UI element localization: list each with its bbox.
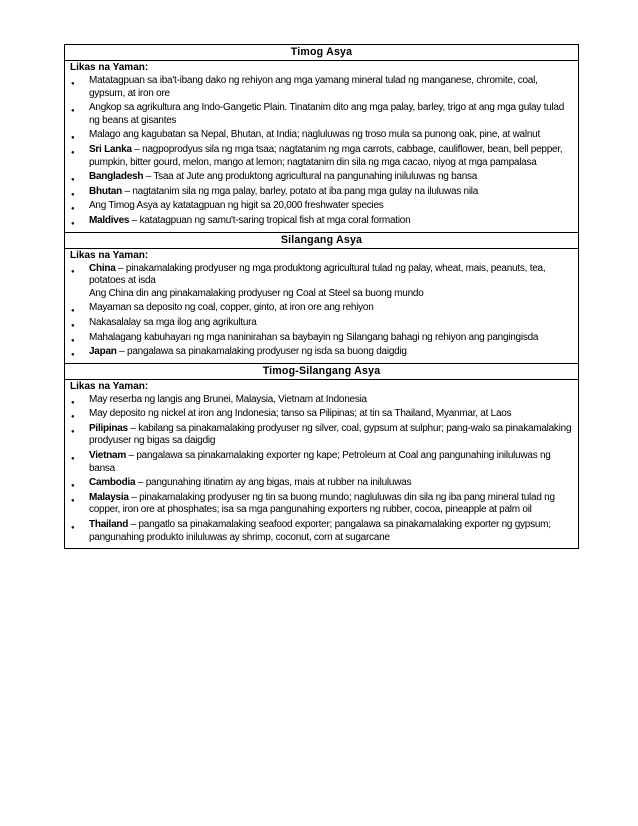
bullet-icon: ● xyxy=(71,497,75,504)
list-item xyxy=(70,477,574,490)
bullet-icon: ● xyxy=(71,81,75,87)
item-text: – pangunahing itinatim ay ang bigas, mais at rubber na iniluluwas xyxy=(135,477,412,489)
resource-list xyxy=(70,263,574,359)
item-text: – katatagpuan ng samu't-saring tropical fish at mga coral formation xyxy=(129,214,411,226)
section-title: Timog-Silangang Asya xyxy=(65,363,579,379)
bullet-icon: ● xyxy=(71,191,75,198)
item-text: Ang Timog Asya ay katatagpuan ng higit sa 20,000 freshwater species xyxy=(89,200,384,212)
bullet-icon: ● xyxy=(71,177,75,184)
item-text: – pangalawa sa pinakamalaking exporter ng kape; Petroleum at Coal ang pangunahing iniluluwas ng bansa xyxy=(89,450,551,474)
bullet-icon: ● xyxy=(71,337,75,344)
list-item xyxy=(70,519,574,544)
bullet-icon: ● xyxy=(71,525,75,532)
list-item xyxy=(70,317,574,330)
country-name: Japan xyxy=(89,346,117,358)
item-text: – Tsaa at Jute ang produktong agricultural na pangunahing iniluluwas ng bansa xyxy=(143,171,478,183)
bullet-icon: ● xyxy=(71,483,75,490)
bullet-icon: ● xyxy=(71,149,75,156)
item-text: Mayaman sa deposito ng coal, copper, ginto, at iron ore ang rehiyon xyxy=(89,302,374,314)
regions-table xyxy=(64,44,579,549)
item-text: Nakasalalay sa mga ilog ang agrikultura xyxy=(89,316,257,328)
list-item xyxy=(70,302,574,315)
section-title: Silangang Asya xyxy=(65,232,579,248)
item-text: – pangalawa sa pinakamalaking prodyuser ng isda sa buong daigdig xyxy=(116,346,407,358)
list-item xyxy=(70,423,574,448)
item-text: – pinakamalaking prodyuser ng tin sa buong mundo; nagluluwas din sila ng iba pang mineral tulad ng copper, iron ore at phosphates; isa sa mga pangunahing exporters ng rubber, cocoa, pineapple at palm oil xyxy=(89,491,555,516)
item-text: Matatagpuan sa iba't-ibang dako ng rehiyon ang mga yamang mineral tulad ng manganese, chromite, coal, gypsum, at iron ore xyxy=(89,75,538,99)
resource-list xyxy=(70,75,574,228)
country-name: Vietnam xyxy=(89,450,126,462)
list-item xyxy=(70,263,574,301)
bullet-icon: ● xyxy=(71,220,75,227)
list-item xyxy=(70,200,574,213)
item-text: Malago ang kagubatan sa Nepal, Bhutan, at India; nagluluwas ng troso mula sa punong oak, pine, at walnut xyxy=(89,129,540,141)
document-page xyxy=(64,44,579,549)
section-label: Likas na Yaman: xyxy=(70,249,149,261)
bullet-icon: ● xyxy=(71,135,75,142)
list-item xyxy=(70,75,574,100)
list-item xyxy=(70,129,574,142)
bullet-icon: ● xyxy=(71,322,75,329)
item-text: – nagtatanim sila ng mga palay, barley, potato at iba pang mga gulay na iluluwas nila xyxy=(121,185,479,197)
country-name: Maldives xyxy=(89,214,130,226)
list-item xyxy=(70,144,574,169)
list-item xyxy=(70,186,574,199)
item-text: Angkop sa agrikultura ang Indo-Gangetic Plain. Tinatanim dito ang mga palay, barley, trigo at ang mga gulay tulad ng beans at gisantes xyxy=(89,102,565,126)
bullet-icon: ● xyxy=(71,352,75,359)
list-item xyxy=(70,215,574,228)
list-item xyxy=(70,394,574,407)
list-item xyxy=(70,408,574,421)
country-name: Sri Lanka xyxy=(89,143,132,155)
section-body xyxy=(65,61,579,233)
section-body xyxy=(65,248,579,363)
country-name: Bangladesh xyxy=(89,171,144,183)
bullet-icon: ● xyxy=(71,268,75,275)
country-name: Malaysia xyxy=(89,491,129,503)
bullet-icon: ● xyxy=(71,428,75,435)
item-extra-text: Ang China din ang pinakamalaking prodyuser ng Coal at Steel sa buong mundo xyxy=(89,287,424,299)
list-item xyxy=(70,492,574,517)
item-text: – pangatlo sa pinakamalaking seafood exporter; pangalawa sa pinakamalaking exporter ng gypsum; pangunahing produkto iniluluwas ay shrimp, coconut, corn at sugarcane xyxy=(89,519,551,543)
bullet-icon: ● xyxy=(71,456,75,463)
section-title: Timog Asya xyxy=(65,45,579,61)
item-text: – pinakamalaking prodyuser ng mga produktong agricultural tulad ng palay, wheat, mais, peanuts, tea, potatoes at isda xyxy=(89,262,546,287)
country-name: Cambodia xyxy=(89,477,136,489)
bullet-icon: ● xyxy=(71,108,75,115)
bullet-icon: ● xyxy=(71,206,75,213)
list-item xyxy=(70,171,574,184)
list-item xyxy=(70,450,574,475)
bullet-icon: ● xyxy=(71,414,75,421)
country-name: China xyxy=(89,262,116,274)
item-text: May reserba ng langis ang Brunei, Malaysia, Vietnam at Indonesia xyxy=(89,393,367,405)
list-item xyxy=(70,332,574,345)
item-text: – kabilang sa pinakamalaking prodyuser ng silver, coal, gypsum at sulphur; pang-walo sa pinakamalaking prodyuser ng bigas sa daigdig xyxy=(89,422,572,447)
country-name: Bhutan xyxy=(89,185,122,197)
section-label: Likas na Yaman: xyxy=(70,380,149,392)
country-name: Pilipinas xyxy=(89,422,128,434)
section-label: Likas na Yaman: xyxy=(70,62,149,73)
country-name: Thailand xyxy=(89,519,129,531)
section-body xyxy=(65,379,579,549)
resource-list xyxy=(70,394,574,545)
bullet-icon: ● xyxy=(71,399,75,406)
list-item xyxy=(70,102,574,127)
item-text: May deposito ng nickel at iron ang Indonesia; tanso sa Pilipinas; at tin sa Thailand, Myanmar, at Laos xyxy=(89,408,512,420)
bullet-icon: ● xyxy=(71,308,75,315)
item-text: – nagpoprodyus sila ng mga tsaa; nagtatanim ng mga carrots, cabbage, cauliflower, bean, bell pepper, pumpkin, bitter gourd, melon, mango at lemon; nagtatanim din sila ng mga cacao, niyog at mga pampalasa xyxy=(89,143,563,168)
item-text: Mahalagang kabuhayan ng mga naninirahan sa baybayin ng Silangang bahagi ng rehiyon ang pangingisda xyxy=(89,331,539,343)
list-item xyxy=(70,346,574,359)
